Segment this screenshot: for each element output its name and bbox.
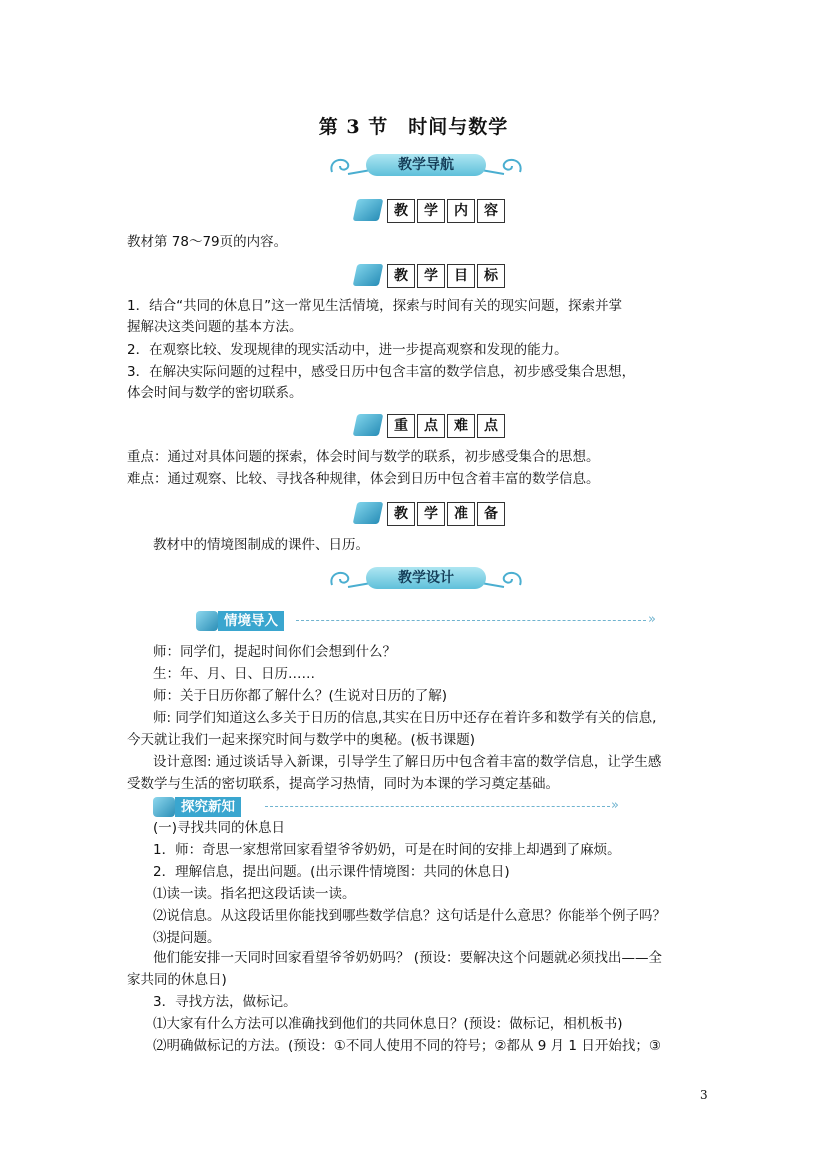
- explore-line: 3．寻找方法，做标记。: [153, 994, 297, 1010]
- explore-line: ⑶提问题。: [153, 930, 221, 946]
- content-text: 教材第 78～79页的内容。: [127, 234, 288, 250]
- goal-line: 1．结合“共同的休息日”这一常见生活情境，探索与时间有关的现实问题，探索并掌: [127, 298, 623, 314]
- section-char: 备: [477, 502, 505, 526]
- page-title: 第 3 节 时间与数学: [318, 116, 509, 138]
- notes-icon: [353, 414, 384, 436]
- banner-teaching-design-label: 教学设计: [366, 567, 486, 589]
- tag-explore-new: [153, 796, 628, 818]
- section-char: 目: [447, 264, 475, 288]
- section-char: 教: [387, 264, 415, 288]
- dashed-divider: [265, 806, 610, 807]
- goal-line: 体会时间与数学的密切联系。: [127, 385, 303, 401]
- intro-line: 生：年、月、日、日历……: [153, 666, 315, 682]
- explore-line: 他们能安排一天同时回家看望爷爷奶奶吗？ (预设：要解决这个问题就必须找出——全: [153, 950, 663, 966]
- section-char: 学: [417, 199, 445, 223]
- explore-line: (一)寻找共同的休息日: [153, 820, 286, 836]
- section-char: 教: [387, 502, 415, 526]
- explore-line: ⑵说信息。从这段话里你能找到哪些数学信息？这句话是什么意思？你能举个例子吗？: [153, 908, 666, 924]
- section-char: 标: [477, 264, 505, 288]
- design-intent-line: 设计意图: 通过谈话导入新课，引导学生了解日历中包含着丰富的数学信息，让学生感: [153, 754, 662, 770]
- books-icon: [153, 797, 175, 817]
- section-char: 准: [447, 502, 475, 526]
- goal-line: 握解决这类问题的基本方法。: [127, 319, 303, 335]
- banner-teaching-guide: [326, 150, 526, 180]
- explore-line: ⑵明确做标记的方法。(预设：①不同人使用不同的符号；②都从 9 月 1 日开始找；③: [153, 1038, 661, 1054]
- books-icon: [196, 611, 218, 631]
- explore-line: 家共同的休息日): [127, 972, 227, 988]
- explore-line: 1．师：奇思一家想常回家看望爷爷奶奶，可是在时间的安排上却遇到了麻烦。: [153, 842, 621, 858]
- goal-line: 2．在观察比较、发现规律的现实活动中，进一步提高观察和发现的能力。: [127, 342, 568, 358]
- section-header-content: [355, 197, 505, 225]
- key-point-line: 重点：通过对具体问题的探索，体会时间与数学的联系，初步感受集合的思想。: [127, 449, 600, 465]
- goal-line: 3．在解决实际问题的过程中，感受日历中包含丰富的数学信息，初步感受集合思想，: [127, 364, 636, 380]
- design-intent-line: 受数学与生活的密切联系，提高学习热情，同时为本课的学习奠定基础。: [127, 776, 559, 792]
- section-header-goals: [355, 262, 505, 290]
- tag-label: 探究新知: [175, 797, 241, 817]
- section-char: 学: [417, 264, 445, 288]
- intro-line: 师：关于日历你都了解什么？(生说对日历的了解): [153, 688, 448, 704]
- intro-line: 师：同学们，提起时间你们会想到什么？: [153, 644, 396, 660]
- explore-line: ⑴读一读。指名把这段话读一读。: [153, 886, 356, 902]
- section-char: 容: [477, 199, 505, 223]
- section-header-preparation: [355, 500, 505, 528]
- pencil-icon: [353, 264, 384, 286]
- section-char: 教: [387, 199, 415, 223]
- book-icon: [353, 199, 384, 221]
- intro-line: 师: 同学们知道这么多关于日历的信息,其实在日历中还存在着许多和数学有关的信息,: [153, 710, 657, 726]
- section-header-key-points: [355, 412, 505, 440]
- page-number: 3: [700, 1088, 708, 1102]
- banner-teaching-guide-label: 教学导航: [366, 154, 486, 176]
- section-char: 内: [447, 199, 475, 223]
- section-char: 难: [447, 414, 475, 438]
- explore-line: 2．理解信息，提出问题。(出示课件情境图：共同的休息日): [153, 864, 510, 880]
- preparation-text: 教材中的情境图制成的课件、日历。: [153, 537, 369, 553]
- section-char: 重: [387, 414, 415, 438]
- dashed-divider: [296, 620, 646, 621]
- banner-teaching-design: [326, 563, 526, 593]
- section-char: 学: [417, 502, 445, 526]
- double-arrow-icon: »: [648, 612, 656, 627]
- section-char: 点: [417, 414, 445, 438]
- tag-label: 情境导入: [218, 611, 284, 631]
- double-arrow-icon: »: [611, 798, 619, 813]
- section-char: 点: [477, 414, 505, 438]
- tag-scenario-intro: [196, 610, 666, 632]
- papers-icon: [353, 502, 384, 524]
- explore-line: ⑴大家有什么方法可以准确找到他们的共同休息日？(预设：做标记，相机板书): [153, 1016, 623, 1032]
- intro-line: 今天就让我们一起来探究时间与数学中的奥秘。(板书课题): [127, 732, 476, 748]
- difficulty-line: 难点：通过观察、比较、寻找各种规律，体会到日历中包含着丰富的数学信息。: [127, 471, 600, 487]
